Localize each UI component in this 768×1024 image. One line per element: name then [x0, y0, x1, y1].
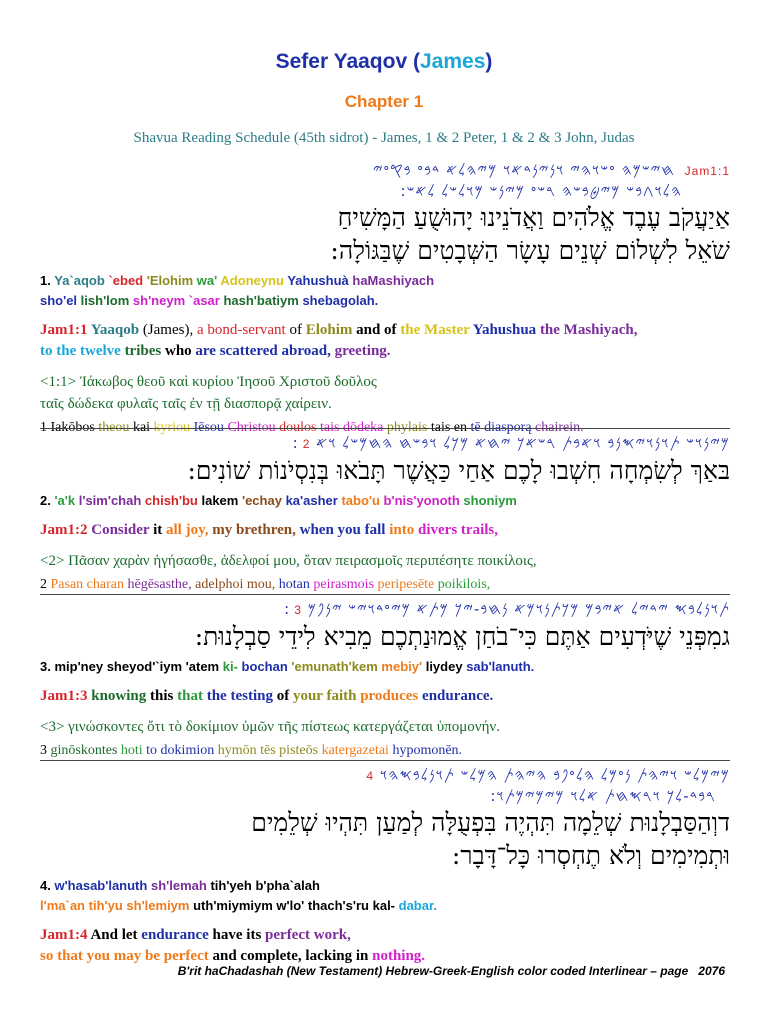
color-coded-word: Adoneynu	[220, 273, 284, 288]
verse-ref: 4	[366, 769, 375, 783]
color-coded-word: w'lo'	[276, 898, 305, 913]
color-coded-word: endurance.	[422, 688, 494, 704]
color-coded-word: Jam1:2	[40, 522, 88, 538]
page-number: 2076	[698, 964, 725, 978]
verse-2-english-line-1	[40, 520, 730, 541]
color-coded-word: when you fall	[299, 522, 386, 538]
paleo-line-2: :𐤓𐤁𐤃-𐤋𐤊 𐤅𐤓𐤎𐤇𐤕 𐤀𐤋𐤅 𐤌𐤉𐤌𐤉𐤌𐤕𐤅	[490, 787, 716, 805]
color-coded-word: of	[276, 688, 290, 704]
title-close-paren: )	[485, 50, 493, 73]
verse-3-hebrew-line-1: גמִפְּנֵי שֶׁיֹּדְעִים אַתֶּם כִּי־בֹחַן אֱמוּנַתְכֶם מֵבִיא לִידֵי סַבְלָנוּת:	[194, 622, 730, 651]
color-coded-word: to the twelve	[40, 343, 121, 359]
color-coded-word: sh'neym	[132, 293, 186, 308]
color-coded-word: hēgēsasthe,	[127, 577, 192, 592]
verse-divider	[40, 594, 730, 595]
chapter-heading: Chapter 1	[344, 92, 424, 111]
page-footer	[0, 964, 725, 978]
color-coded-word: perfect	[163, 948, 209, 964]
color-coded-word: perfect work,	[265, 927, 351, 943]
color-coded-word: and	[212, 948, 237, 964]
color-coded-word: (James),	[142, 322, 194, 338]
color-coded-word: 2	[40, 577, 47, 592]
page-title	[0, 50, 768, 74]
color-coded-word: to dokimion	[146, 743, 215, 758]
color-coded-word: katergazetai	[321, 743, 389, 758]
color-coded-word: ginōskontes	[50, 743, 118, 758]
color-coded-word: liydey	[425, 659, 463, 674]
color-coded-word: tribes	[124, 343, 162, 359]
translit-words	[54, 659, 534, 674]
color-coded-word: lacking	[305, 948, 353, 964]
color-coded-word: who	[164, 343, 192, 359]
color-coded-word: haMashiyach	[352, 273, 435, 288]
color-coded-word: sheyod'`iym	[106, 659, 183, 674]
title-main: Sefer Yaaqov	[275, 50, 408, 73]
paleo-line-1: :𐤌𐤉𐤍𐤅𐤔 𐤕𐤅𐤍𐤅𐤉𐤎𐤍𐤁 𐤅𐤀𐤁𐤕 𐤓𐤔𐤀𐤊 𐤉𐤇𐤀 𐤌𐤊𐤋 𐤅𐤁𐤔𐤇 𐤄𐤇𐤌𐤔𐤋 𐤅𐤀	[292, 434, 730, 452]
color-coded-word: 3	[40, 743, 47, 758]
color-coded-word: dōdeka	[342, 420, 384, 435]
color-coded-word: kyriou	[153, 420, 191, 435]
color-coded-word: the Mashiyach,	[539, 322, 638, 338]
color-coded-word: doulos	[279, 420, 317, 435]
translit-words	[54, 493, 516, 508]
verse-3-greek-line-1: <3> γινώσκοντες ὅτι τὸ δοκίμιον ὑμῶν τῆς πίστεως κατεργάζεται ὑπομονήν.	[40, 719, 500, 735]
verse-2-hebrew-line-1: בּאַךְ לְשִׂמְחָה חִשְׁבוּ לָכֶם אַחַי כַּאֲשֶׁר תָּבֹאוּ בְּנִסְיֹנוֹת שׁוֹנִים:	[187, 456, 730, 485]
color-coded-word: tēs pisteōs	[260, 743, 319, 758]
color-coded-word: chairein.	[535, 420, 584, 435]
paleo-line-1: :𐤕𐤅𐤍𐤋𐤁𐤎 𐤉𐤃𐤉𐤋 𐤀𐤉𐤁𐤌 𐤌𐤊𐤕𐤍𐤅𐤌𐤀 𐤍𐤇𐤁-𐤉𐤊 𐤌𐤕𐤀 𐤌𐤉𐤏𐤃𐤅𐤉𐤔 𐤉𐤍𐤐𐤌	[284, 600, 730, 618]
verse-number: 4.	[40, 878, 51, 893]
reading-schedule: Shavua Reading Schedule (45th sidrot) - James, 1 & 2 Peter, 1 & 2 & 3 John, Judas	[133, 130, 635, 146]
color-coded-word: lish'lom	[80, 293, 130, 308]
color-coded-word: l'ma`an	[40, 898, 85, 913]
verse-number: 3.	[40, 659, 51, 674]
verse-1-transliteration	[40, 271, 730, 291]
color-coded-word: Christou	[227, 420, 276, 435]
color-coded-word: Consider	[91, 522, 150, 538]
paleo-line-1: 𐤌𐤉𐤌𐤋𐤔 𐤅𐤉𐤄𐤕 𐤍𐤏𐤌𐤋 𐤄𐤋𐤏𐤐𐤁 𐤄𐤉𐤄𐤕 𐤄𐤌𐤋𐤔 𐤕𐤅𐤍𐤋𐤁𐤎𐤄𐤅	[379, 766, 730, 784]
verse-4-block	[40, 765, 730, 967]
color-coded-word: greeting.	[334, 343, 391, 359]
color-coded-word: are scattered abroad,	[195, 343, 331, 359]
verse-number: 2.	[40, 493, 51, 508]
color-coded-word: Yaaqob	[90, 322, 140, 338]
color-coded-word: thach's'ru	[307, 898, 369, 913]
color-coded-word: Elohim	[305, 322, 353, 338]
color-coded-word: Jam1:4	[40, 927, 88, 943]
color-coded-word: bochan	[241, 659, 288, 674]
color-coded-word: wa'	[196, 273, 218, 288]
color-coded-word: of	[289, 322, 302, 338]
verse-number: 1.	[40, 273, 51, 288]
color-coded-word: kal-	[372, 898, 396, 913]
color-coded-word: Yahushua	[472, 322, 537, 338]
verse-4-hebrew-line-1: דוְהַסַּבְלָנוּת שְׁלֵמָה תִּהְיֶה בִּפְעֻלָּה לְמַעַן תִּהְיוּ שְׁלֵמִים	[251, 808, 730, 837]
color-coded-word: it	[153, 522, 163, 538]
verse-1-paleo-hebrew	[40, 160, 730, 181]
color-coded-word: sho'el	[40, 293, 78, 308]
color-coded-word: ka'asher	[285, 493, 338, 508]
verse-3-paleo-hebrew	[40, 599, 730, 620]
color-coded-word: endurance	[141, 927, 209, 943]
verse-divider	[40, 428, 730, 429]
color-coded-word: hymōn	[217, 743, 257, 758]
color-coded-word: peripesēte	[377, 577, 435, 592]
color-coded-word: tē diasporą	[470, 420, 532, 435]
verse-2-block	[40, 433, 730, 595]
title-james: James	[419, 50, 486, 73]
color-coded-word: into	[389, 522, 415, 538]
color-coded-word: 'atem	[185, 659, 220, 674]
color-coded-word: so that you may be	[40, 948, 161, 964]
color-coded-word: in	[355, 948, 369, 964]
paleo-line-2: :𐤄𐤋𐤅𐤂𐤁𐤔 𐤌𐤉𐤈𐤁𐤔𐤄 𐤓𐤔𐤏 𐤌𐤉𐤍𐤔 𐤌𐤅𐤋𐤔𐤋 𐤋𐤀𐤔	[400, 182, 682, 200]
verse-1-english-line-2	[40, 341, 730, 362]
color-coded-word: b'pha`alah	[255, 878, 320, 893]
verse-ref: Jam1:1	[684, 164, 730, 178]
verse-1-greek-line-2: ταῖς δώδεκα φυλαῖς ταῖς ἐν τῇ διασπορᾷ χαίρειν.	[40, 396, 332, 412]
paleo-line-1: 𐤇𐤉𐤔𐤌𐤄 𐤏𐤔𐤅𐤄𐤉 𐤅𐤍𐤉𐤍𐤃𐤀𐤅 𐤌𐤉𐤄𐤋𐤀 𐤃𐤁𐤏 𐤁𐤒𐤏𐤉	[372, 161, 675, 179]
translit-words	[54, 878, 319, 893]
color-coded-word: 1 Iakōbos	[40, 420, 95, 435]
color-coded-word: `asar	[188, 293, 220, 308]
color-coded-word: w'hasab'lanuth	[54, 878, 148, 893]
color-coded-word: sab'lanuth.	[466, 659, 535, 674]
color-coded-word: peirasmois	[313, 577, 375, 592]
color-coded-word: l'sim'chah	[78, 493, 142, 508]
color-coded-word: chish'bu	[144, 493, 198, 508]
verse-2-paleo-hebrew	[40, 433, 730, 454]
verse-4-english-line-1	[40, 925, 730, 946]
color-coded-word: 'Elohim	[146, 273, 194, 288]
color-coded-word: hash'batiym	[223, 293, 299, 308]
color-coded-word: hotan	[278, 577, 310, 592]
color-coded-word: shebagolah.	[302, 293, 379, 308]
color-coded-word: divers trails,	[418, 522, 498, 538]
color-coded-word: Yahushuà	[287, 273, 349, 288]
color-coded-word: tih'yu	[88, 898, 123, 913]
verse-3-block	[40, 599, 730, 761]
color-coded-word: And let	[90, 927, 138, 943]
verse-4-transliteration-line-2	[40, 896, 730, 916]
color-coded-word: 'a'k	[54, 493, 76, 508]
color-coded-word: ki-	[222, 659, 238, 674]
color-coded-word: the Master	[400, 322, 470, 338]
color-coded-word: mip'ney	[54, 659, 104, 674]
verse-3-english-line-1	[40, 686, 730, 707]
verse-1-greek-line-1: <1:1> Ἰάκωβος θεοῦ καὶ κυρίου Ἰησοῦ Χριστοῦ δοῦλος	[40, 374, 377, 390]
color-coded-word: this	[150, 688, 174, 704]
color-coded-word: dabar.	[398, 898, 437, 913]
verse-4-transliteration	[40, 876, 730, 896]
color-coded-word: shoniym	[463, 493, 517, 508]
color-coded-word: adelphoi mou,	[195, 577, 276, 592]
color-coded-word: tabo'u	[341, 493, 380, 508]
color-coded-word: charan	[86, 577, 124, 592]
verse-divider	[40, 760, 730, 761]
color-coded-word: hoti	[120, 743, 143, 758]
color-coded-word: my brethren,	[212, 522, 296, 538]
verse-1-english-line-1	[40, 320, 730, 341]
color-coded-word: Pasan	[50, 577, 84, 592]
color-coded-word: `ebed	[108, 273, 144, 288]
verse-2-greek-transliteration	[40, 575, 730, 595]
footer-text: B'rit haChadashah (New Testament) Hebrew-Greek-English color coded Interlinear – page	[177, 964, 689, 978]
title-open-paren: (	[412, 50, 420, 73]
translit-words	[54, 273, 434, 288]
color-coded-word: Jam1:1	[40, 322, 88, 338]
color-coded-word: b'nis'yonoth	[383, 493, 460, 508]
verse-3-transliteration	[40, 657, 730, 677]
color-coded-word: complete,	[240, 948, 302, 964]
color-coded-word: the testing	[206, 688, 273, 704]
color-coded-word: all joy,	[166, 522, 209, 538]
color-coded-word: Iēsou	[193, 420, 224, 435]
color-coded-word: and of	[356, 322, 397, 338]
color-coded-word: 'emunath'kem	[291, 659, 378, 674]
verse-1-hebrew-line-1: אַיַעֲקֹב עֶבֶד אֱלֹהִים וַאֲדֹנֵינוּ יָהוּשֻׁעַ הַמָּשִׁיחַ	[337, 203, 730, 232]
verse-1-block	[40, 160, 730, 438]
verse-3-greek-transliteration	[40, 741, 730, 761]
color-coded-word: produces	[360, 688, 419, 704]
verse-ref: 2	[302, 437, 311, 451]
color-coded-word: that	[177, 688, 203, 704]
color-coded-word: knowing	[91, 688, 147, 704]
verse-1-hebrew-line-2: שֹׁאֵל לִשְׁלוֹם שְׁנֵים עָשָׂר הַשְּׁבָטִים שֶׁבַּגּוֹלָה:	[330, 236, 730, 265]
color-coded-word: mebiy'	[381, 659, 423, 674]
color-coded-word: 'echay	[241, 493, 282, 508]
color-coded-word: have its	[212, 927, 262, 943]
verse-ref: 3	[294, 603, 302, 617]
verse-2-greek-line-1: <2> Πᾶσαν χαρὰν ἡγήσασθε, ἀδελφοί μου, ὅταν πειρασμοῖς περιπέσητε ποικίλοις,	[40, 553, 537, 569]
color-coded-word: sh'lemah	[150, 878, 207, 893]
color-coded-word: tais	[320, 420, 340, 435]
color-coded-word: hypomonēn.	[392, 743, 463, 758]
color-coded-word: phylais	[386, 420, 428, 435]
color-coded-word: your faith	[292, 688, 357, 704]
verse-4-hebrew-line-2: וּתְמִימִים וְלֹא תֶחְסְרוּ כָּל־דָּבָר:	[451, 841, 730, 870]
color-coded-word: uth'miymiym	[193, 898, 273, 913]
color-coded-word: poikilois,	[437, 577, 491, 592]
color-coded-word: a bond-servant	[196, 322, 286, 338]
color-coded-word: Ya`aqob	[54, 273, 105, 288]
verse-4-paleo-hebrew	[40, 765, 730, 786]
color-coded-word: Jam1:3	[40, 688, 88, 704]
color-coded-word: lakem	[201, 493, 239, 508]
verse-1-transliteration-line-2	[40, 291, 730, 311]
color-coded-word: theou	[98, 420, 130, 435]
color-coded-word: sh'lemiym	[126, 898, 190, 913]
color-coded-word: nothing.	[372, 948, 426, 964]
verse-2-transliteration	[40, 491, 730, 511]
color-coded-word: tih'yeh	[210, 878, 252, 893]
color-coded-word: kai	[132, 420, 151, 435]
color-coded-word: tais en	[430, 420, 468, 435]
